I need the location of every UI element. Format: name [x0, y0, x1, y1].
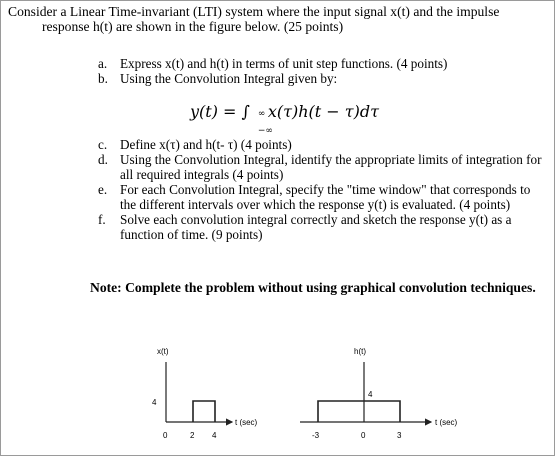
x-graph-tick-0: 0: [163, 431, 168, 440]
lower-limit: −∞: [257, 126, 273, 136]
x-graph-amplitude-label: 4: [152, 398, 157, 407]
part-text: Solve each convolution integral correctly and sketch the response y(t) as a function of time. (9 points): [120, 212, 512, 242]
h-signal-pulse: [318, 401, 400, 422]
part-marker: e.: [98, 182, 108, 197]
part-text: Using the Convolution Integral given by:: [120, 71, 338, 86]
x-graph-tick-2: 2: [190, 431, 195, 440]
formula-lhs: y(t) = ∫: [190, 102, 250, 121]
part-text: For each Convolution Integral, specify the "time window" that corresponds to the different intervals over which the response y(t) is evaluated. (4 points): [120, 182, 531, 212]
note-text: Note: Complete the problem without using graphical convolution techniques.: [90, 280, 536, 295]
part-marker: c.: [98, 137, 108, 152]
x-graph-xlabel: t (sec): [235, 418, 258, 427]
part-marker: f.: [98, 212, 106, 227]
h-graph-xlabel: t (sec): [435, 418, 458, 427]
x-signal-graph: [152, 347, 258, 440]
part-text: Define x(τ) and h(t- τ) (4 points): [120, 137, 292, 152]
h-graph-tick-0: 0: [361, 431, 366, 440]
h-graph-ylabel: h(t): [354, 347, 366, 356]
x-signal-pulse: [193, 401, 215, 422]
h-graph-tick-3: 3: [397, 431, 402, 440]
x-graph-tick-4: 4: [212, 431, 217, 440]
x-graph-ylabel: x(t): [157, 347, 169, 356]
h-signal-graph: [300, 347, 458, 440]
intro-line-2: response h(t) are shown in the figure below. (25 points): [42, 19, 344, 34]
part-text: Using the Convolution Integral, identify the appropriate limits of integration for all required integrals (4 points): [120, 152, 542, 182]
part-text: Express x(t) and h(t) in terms of unit step functions. (4 points): [120, 56, 448, 71]
formula-rhs: x(τ)h(t − τ)dτ: [267, 102, 379, 121]
intro-line-1: Consider a Linear Time-invariant (LTI) system where the input signal x(t) and the impulse: [8, 4, 500, 19]
part-marker: b.: [98, 71, 108, 86]
upper-limit: ∞: [257, 109, 266, 119]
part-marker: a.: [98, 56, 108, 71]
h-graph-amplitude-label: 4: [368, 390, 373, 399]
part-marker: d.: [98, 152, 108, 167]
h-graph-tick-neg3: -3: [312, 431, 320, 440]
